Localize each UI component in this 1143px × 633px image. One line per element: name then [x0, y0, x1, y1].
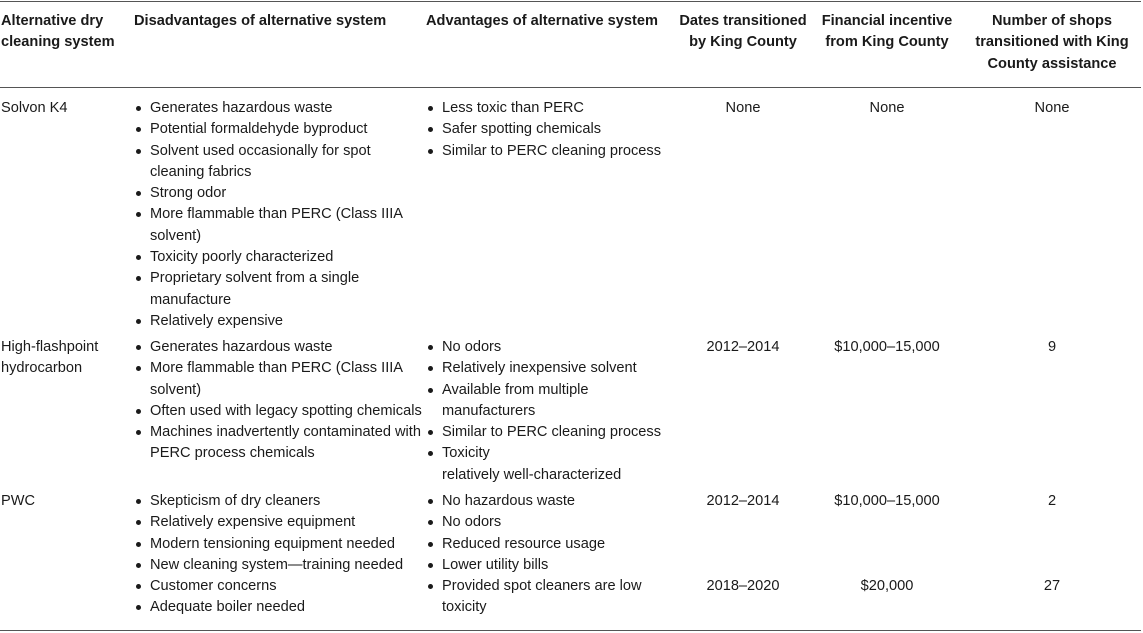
list-item: Relatively expensive equipment	[134, 512, 424, 533]
list-item: New cleaning system—training needed	[134, 555, 424, 576]
header-rule	[0, 87, 1141, 88]
list-item: Toxicity	[426, 443, 678, 464]
list-item: More flammable than PERC (Class IIIA solvent)	[134, 204, 424, 247]
list-item: Modern tensioning equipment needed	[134, 534, 424, 555]
list-item: Safer spotting chemicals	[426, 119, 678, 140]
row-2-advantages-list	[426, 337, 678, 486]
list-item: No odors	[426, 337, 678, 358]
list-item: Provided spot cleaners are low toxicity	[426, 576, 678, 619]
header-incentive: Financial incentive from King County	[821, 13, 953, 51]
list-item: Adequate boiler needed	[134, 597, 424, 618]
row-2-disadvantages-list	[134, 337, 424, 465]
row-2-system: High-flashpoint hydrocarbon	[1, 339, 99, 377]
list-item: No odors	[426, 512, 678, 533]
list-item: Customer concerns	[134, 576, 424, 597]
header-advantages: Advantages of alternative system	[426, 13, 658, 29]
list-item: Generates hazardous waste	[134, 337, 424, 358]
list-item: Often used with legacy spotting chemicals	[134, 401, 424, 422]
row-1-system: Solvon K4	[1, 100, 68, 116]
row-3a-dates: 2012–2014	[706, 493, 780, 509]
top-rule	[0, 1, 1141, 2]
list-item: Toxicity poorly characterized	[134, 247, 424, 268]
header-disadvantages: Disadvantages of alternative system	[134, 13, 387, 29]
list-item: Less toxic than PERC	[426, 98, 678, 119]
list-item: Reduced resource usage	[426, 534, 678, 555]
list-item: Generates hazardous waste	[134, 98, 424, 119]
list-item: Strong odor	[134, 183, 424, 204]
list-item: Skepticism of dry cleaners	[134, 491, 424, 512]
list-item: Similar to PERC cleaning process	[426, 422, 678, 443]
row-3-advantages-list	[426, 491, 678, 619]
list-item-continuation: relatively well-characterized	[442, 466, 622, 483]
list-item: Potential formaldehyde byproduct	[134, 119, 424, 140]
bottom-rule	[0, 630, 1141, 631]
header-system: Alternative dry cleaning system	[1, 13, 115, 51]
row-3a-incentive: $10,000–15,000	[834, 493, 940, 509]
row-3b-shops: 27	[1043, 578, 1061, 594]
list-item: Similar to PERC cleaning process	[426, 141, 678, 162]
row-1-advantages-list	[426, 98, 678, 162]
row-3b-dates: 2018–2020	[706, 578, 780, 594]
row-2-dates: 2012–2014	[706, 339, 780, 355]
list-item: Solvent used occasionally for spot cleaning fabrics	[134, 141, 424, 184]
row-3-system: PWC	[1, 493, 36, 509]
row-1-dates: None	[725, 100, 761, 116]
list-item: Proprietary solvent from a single manufacture	[134, 268, 424, 311]
row-1-disadvantages-list	[134, 98, 424, 332]
list-item: Available from multiple manufacturers	[426, 380, 678, 423]
row-3a-shops: 2	[1047, 493, 1057, 509]
list-item: No hazardous waste	[426, 491, 678, 512]
list-item: Lower utility bills	[426, 555, 678, 576]
row-3-disadvantages-list	[134, 491, 424, 619]
header-shops: Number of shops transitioned with King County assistance	[975, 13, 1129, 72]
list-item: More flammable than PERC (Class IIIA solvent)	[134, 358, 424, 401]
header-dates: Dates transitioned by King County	[679, 13, 807, 51]
row-2-shops: 9	[1047, 339, 1057, 355]
row-2-incentive: $10,000–15,000	[834, 339, 940, 355]
row-1-incentive: None	[869, 100, 905, 116]
list-item: Machines inadvertently contaminated with PERC process chemicals	[134, 422, 424, 465]
row-3b-incentive: $20,000	[860, 578, 914, 594]
list-item: Relatively expensive	[134, 311, 424, 332]
list-item: Relatively inexpensive solvent	[426, 358, 678, 379]
row-1-shops: None	[1034, 100, 1070, 116]
